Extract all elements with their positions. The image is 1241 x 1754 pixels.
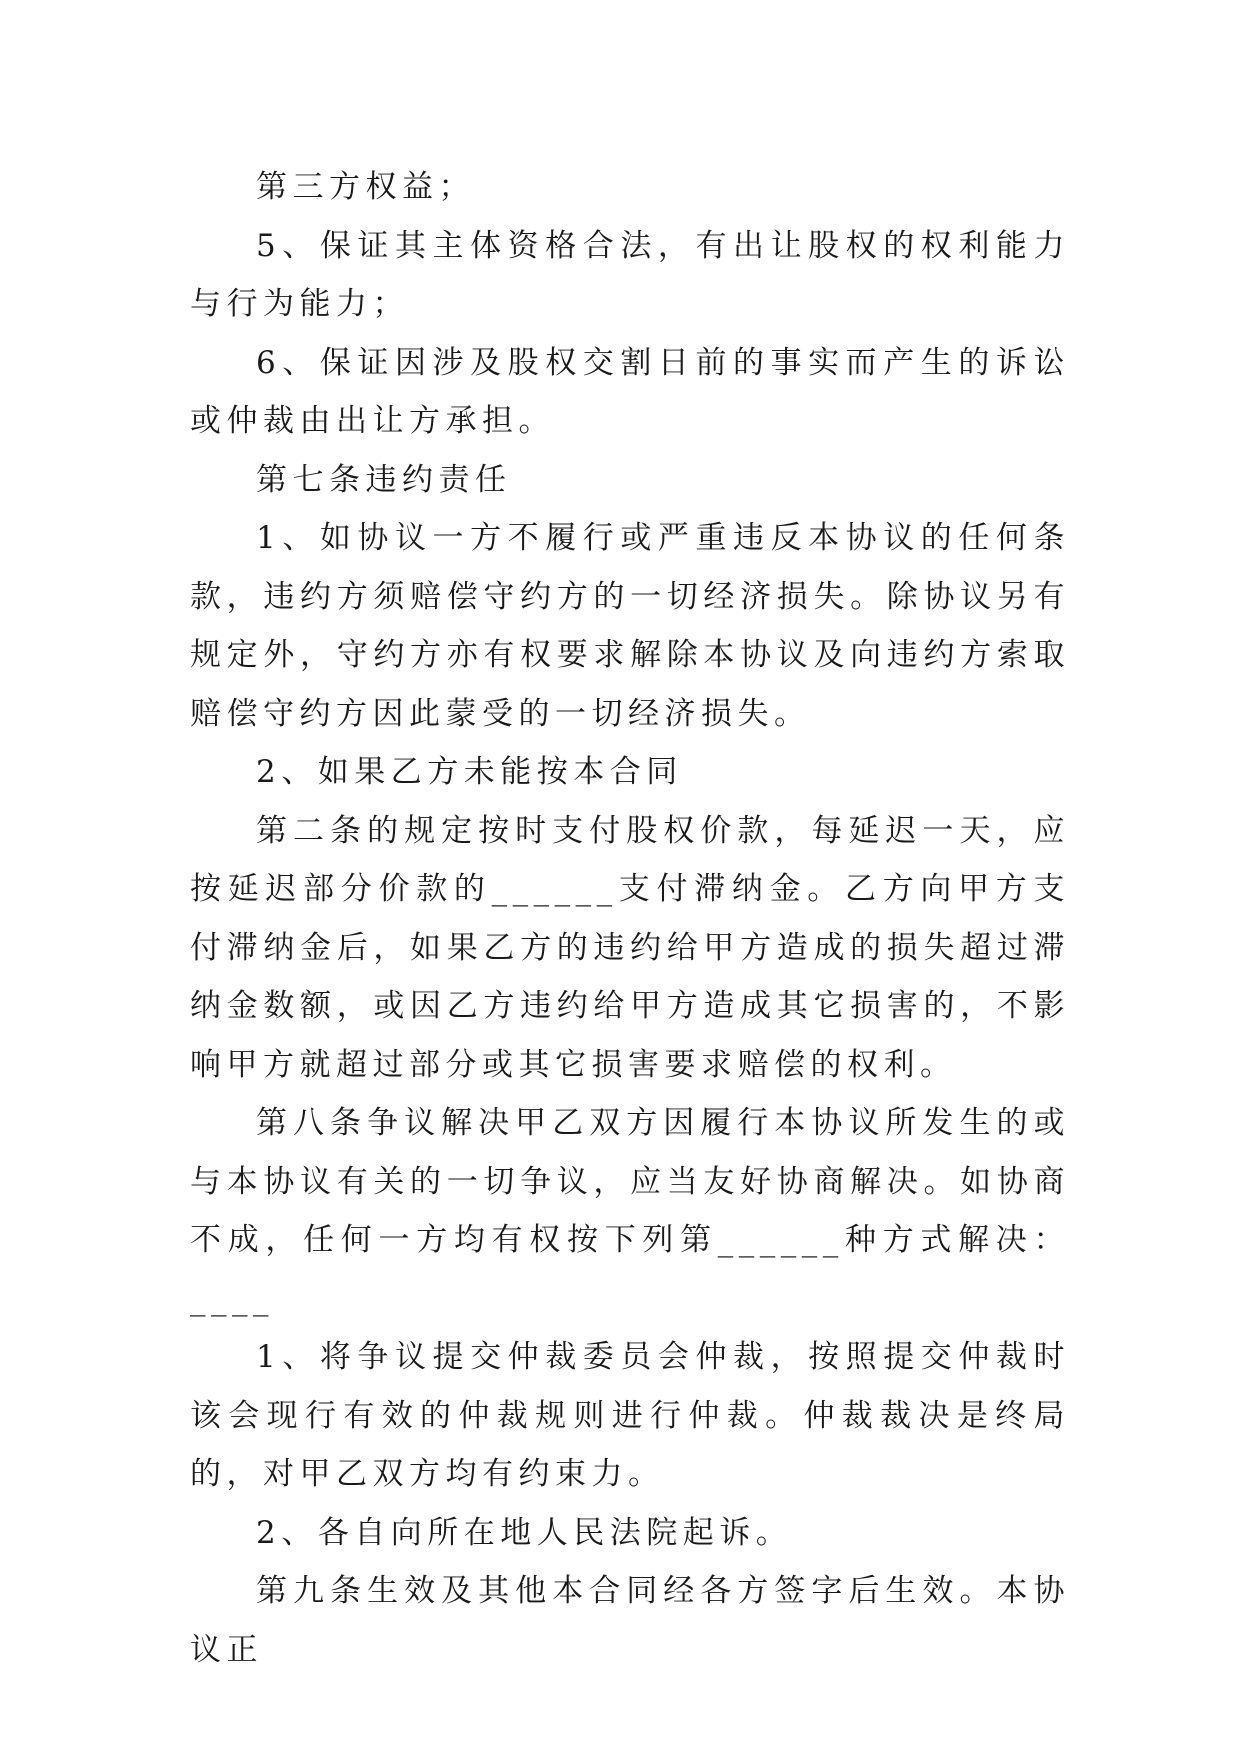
section-heading-article-7: 第七条违约责任 [256, 461, 512, 498]
paragraph-breach-1: 1、如协议一方不履行或严重违反本协议的任何条款，违约方须赔偿守约方的一切经济损失。除协议另有规定外，守约方亦有权要求解除本协议及向违约方索取赔偿守约方因此蒙受的一切经济损失。 [190, 520, 1070, 732]
paragraph-arbitration: 1、将争议提交仲裁委员会仲裁，按照提交仲裁时该会现行有效的仲裁规则进行仲裁。仲裁裁决是终局的，对甲乙双方均有约束力。 [190, 1339, 1070, 1492]
document-body [190, 158, 1070, 1679]
paragraph-clause-5: 5、保证其主体资格合法，有出让股权的权利能力与行为能力； [190, 227, 1070, 322]
paragraph-article-8-dispute: 第八条争议解决甲乙双方因履行本协议所发生的或与本协议有关的一切争议，应当友好协商解决。如协商不成，任何一方均有权按下列第______种方式解决：____ [190, 1105, 1070, 1317]
paragraph-litigation: 2、各自向所在地人民法院起诉。 [256, 1514, 793, 1551]
paragraph-breach-2: 2、如果乙方未能按本合同 [256, 754, 683, 790]
paragraph-article-2-payment: 第二条的规定按时支付股权价款，每延迟一天，应按延迟部分价款的______支付滞纳金。乙方向甲方支付滞纳金后，如果乙方的违约给甲方造成的损失超过滞纳金数额，或因乙方违约给甲方造成其它损害的，不影响甲方就超过部分或其它损害要求赔偿的权利。 [190, 812, 1070, 1083]
paragraph-article-9-effect: 第九条生效及其他本合同经各方签字后生效。本协议正 [190, 1573, 1070, 1668]
paragraph-third-party-rights: 第三方权益； [256, 169, 475, 205]
paragraph-clause-6: 6、保证因涉及股权交割日前的事实而产生的诉讼或仲裁由出让方承担。 [190, 344, 1070, 439]
